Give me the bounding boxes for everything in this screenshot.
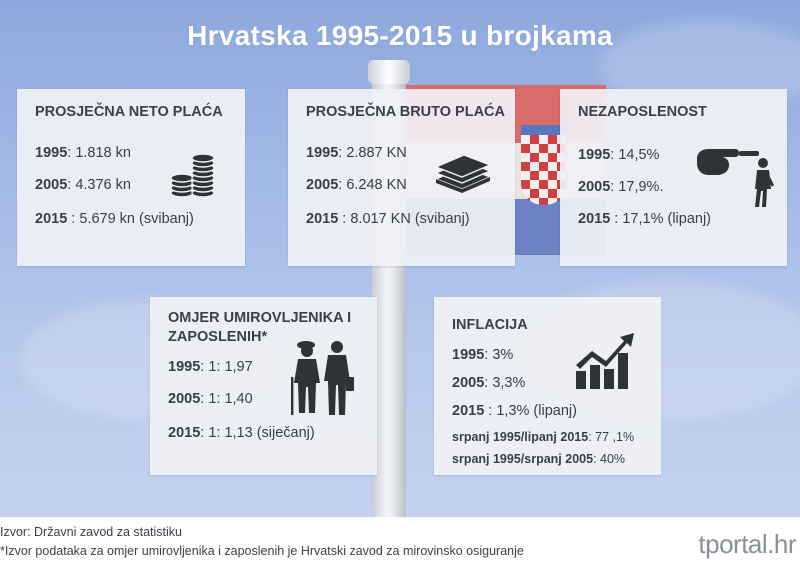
stat-row: 1995: 14,5% xyxy=(578,147,660,163)
card-heading: INFLACIJA xyxy=(452,317,528,333)
stat-row: 1995: 1.818 kn xyxy=(35,145,131,161)
stat-row-extra: srpanj 1995/srpanj 2005: 40% xyxy=(452,452,626,466)
flagpole-cap xyxy=(368,60,410,84)
card-bruto-placa xyxy=(288,89,515,266)
stat-row: 1995: 2.887 KN xyxy=(306,145,407,161)
stat-row: 2015 : 1,3% (lipanj) xyxy=(452,403,577,419)
stat-row: 2005: 4.376 kn xyxy=(35,177,131,193)
rising-chart-icon xyxy=(574,331,638,391)
stat-row: 2005: 6.248 KN xyxy=(306,177,407,193)
pointing-hand-dismissal-icon xyxy=(695,141,775,209)
stat-row: 2015 : 8.017 KN (svibanj) xyxy=(306,211,470,227)
card-neto-placa xyxy=(17,89,245,266)
footer xyxy=(0,517,800,568)
card-nezaposlenost xyxy=(560,89,787,266)
stat-row: 2015 : 17,1% (lipanj) xyxy=(578,211,712,227)
tportal-logo[interactable]: tportal.hr xyxy=(698,529,796,559)
stat-row-extra: srpanj 1995/lipanj 2015: 77 ,1% xyxy=(452,430,635,444)
source-note: Izvor: Državni zavod za statistiku xyxy=(0,525,183,539)
page-title: Hrvatska 1995-2015 u brojkama xyxy=(187,20,613,51)
card-heading: NEZAPOSLENOST xyxy=(578,104,707,120)
stat-row: 1995: 1: 1,97 xyxy=(168,359,253,375)
coins-stack-icon xyxy=(169,149,219,199)
card-heading: OMJER UMIROVLJENIKA I ZAPOSLENIH* xyxy=(168,310,352,345)
card-heading: PROSJEČNA NETO PLAĆA xyxy=(35,104,223,120)
card-omjer-umirovljenika xyxy=(150,297,377,475)
stat-row: 2005: 17,9%. xyxy=(578,179,664,195)
stat-row: 1995: 3% xyxy=(452,347,514,363)
stat-row: 2005: 1: 1,40 xyxy=(168,391,253,407)
stat-row: 2015: 1: 1,13 (siječanj) xyxy=(168,425,315,441)
stat-row: 2015 : 5.679 kn (svibanj) xyxy=(35,211,194,227)
retiree-and-worker-icon xyxy=(290,337,356,417)
stat-row: 2005: 3,3% xyxy=(452,375,526,391)
card-inflacija xyxy=(434,297,661,475)
card-heading: PROSJEČNA BRUTO PLAĆA xyxy=(306,104,505,120)
source-note-asterisk: *Izvor podataka za omjer umirovljenika i zaposlenih je Hrvatski zavod za mirovinsko osiguranje xyxy=(0,544,524,558)
money-bundle-icon xyxy=(434,149,492,195)
